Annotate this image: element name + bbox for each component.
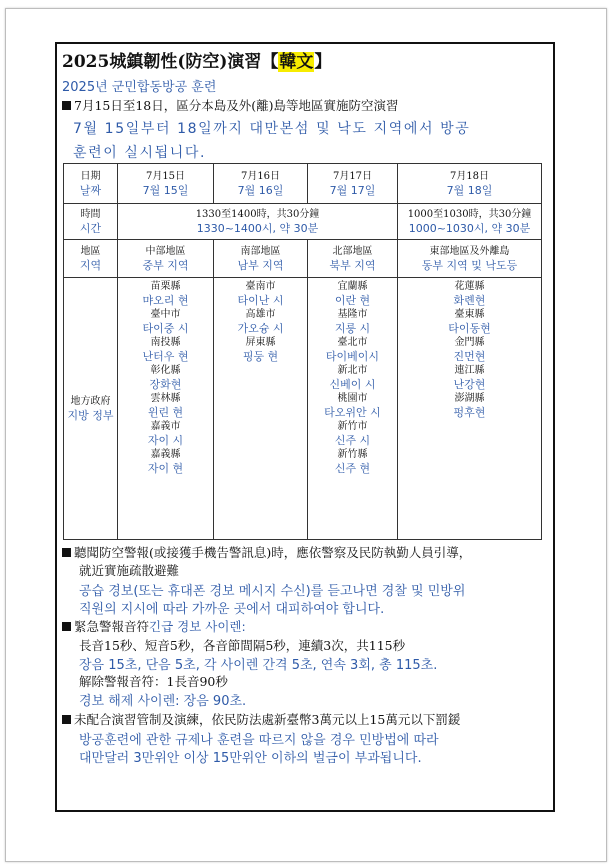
date-kr: 7월 17일 (329, 183, 376, 197)
bullet-3-head (62, 617, 246, 635)
gov-zh: 臺南市 (245, 281, 276, 292)
bullet-1-kr-line1: 7월 15일부터 18일까지 대만본섬 및 낙도 지역에서 방공 (73, 121, 471, 137)
gov-zh: 澎湖縣 (454, 393, 485, 404)
gov-kr: 핑둥 현 (242, 350, 279, 363)
gov-kr: 타이난 시 (237, 294, 284, 307)
region-kr: 중부 지역 (142, 258, 189, 272)
bullet-2-kr-line1: 공습 경보(또는 휴대폰 경보 메시지 수신)를 듣고나면 경찰 및 민방위 (79, 584, 466, 599)
gov-zh: 屏東縣 (245, 337, 276, 348)
gov-zh: 桃園市 (337, 393, 368, 404)
gov-zh: 臺北市 (337, 337, 368, 348)
bullet-2-zh-line2: 就近實施疏散避難 (79, 563, 180, 578)
row-label-local-government (64, 278, 118, 540)
gov-zh: 雲林縣 (150, 393, 181, 404)
label-kr: 날짜 (79, 183, 102, 197)
label-zh: 時間 (80, 208, 101, 220)
gov-zh: 新竹縣 (337, 449, 368, 460)
table-row-local-government (64, 278, 542, 540)
time-kr: 1330~1400시, 약 30분 (196, 221, 319, 235)
date-cell (398, 164, 542, 204)
region-kr: 동부 지역 및 낙도등 (421, 258, 518, 272)
bullet-2-zh-line1: 聽聞防空警報(或接獲手機告警訊息)時，應依警察及民防執勤人員引導， (74, 545, 472, 560)
gov-kr: 윈린 현 (147, 406, 184, 419)
east-government-list (398, 278, 542, 540)
gov-zh: 宜蘭縣 (337, 281, 368, 292)
gov-zh: 臺東縣 (454, 309, 485, 320)
row-label-region (64, 240, 118, 278)
gov-zh: 嘉義市 (150, 421, 181, 432)
time-kr: 1000~1030시, 약 30분 (408, 221, 531, 235)
gov-zh: 新竹市 (337, 421, 368, 432)
gov-kr: 펑후현 (453, 406, 486, 419)
bullet-square-icon (62, 622, 71, 631)
row-label-date (64, 164, 118, 204)
gov-kr: 진먼현 (453, 350, 486, 363)
region-cell (214, 240, 308, 278)
time-zh: 1330至1400時，共30分鐘 (195, 208, 320, 220)
bullet-4-kr-line1: 방공훈련에 관한 규제나 훈련을 따르지 않을 경우 민방법에 따라 (79, 733, 439, 748)
date-kr: 7월 15일 (142, 183, 189, 197)
gov-zh: 金門縣 (454, 337, 485, 348)
gov-kr: 난터우 현 (142, 350, 189, 363)
title-bracket-close: 】 (314, 52, 332, 72)
north-government-list (308, 278, 398, 540)
bullet-4-zh (62, 710, 460, 728)
row-label-time (64, 204, 118, 240)
time-cell-main (118, 204, 398, 240)
title-bracket-open: 【 (261, 52, 279, 72)
table-row-time (64, 204, 542, 240)
table-row-date (64, 164, 542, 204)
bullet-3-kr-head: 긴급 경보 사이렌: (149, 619, 246, 634)
region-cell (118, 240, 214, 278)
gov-kr: 가오슝 시 (237, 322, 284, 335)
date-kr: 7월 18일 (446, 183, 493, 197)
gov-kr: 장화현 (149, 378, 182, 391)
region-zh: 東部地區及外離島 (429, 245, 510, 257)
region-kr: 남부 지역 (237, 258, 284, 272)
drill-schedule-table (63, 163, 542, 540)
gov-zh: 花蓮縣 (454, 281, 485, 292)
gov-zh: 基隆市 (337, 309, 368, 320)
gov-zh: 南投縣 (150, 337, 181, 348)
bullet-1-kr (73, 117, 545, 165)
gov-zh: 高雄市 (245, 309, 276, 320)
date-zh: 7月15日 (145, 170, 186, 182)
gov-kr: 자이 현 (147, 462, 184, 475)
gov-zh: 嘉義縣 (150, 449, 181, 460)
central-government-list (118, 278, 214, 540)
bullet-2-kr-line2: 직원의 지시에 따라 가까운 곳에서 대피하여야 합니다. (79, 602, 385, 617)
gov-zh: 新北市 (337, 365, 368, 376)
label-zh: 地區 (80, 245, 101, 257)
time-zh: 1000至1030時，共30分鐘 (407, 208, 532, 220)
title-zh: 2025城鎮韌性(防空)演習 (62, 52, 262, 72)
gov-kr: 타오위안 시 (324, 406, 381, 419)
region-zh: 南部地區 (240, 245, 281, 257)
bullet-3-kr-line1: 장음 15초, 단음 5초, 각 사이렌 간격 5초, 연속 3회, 총 115초. (79, 658, 438, 673)
bullet-square-icon (62, 101, 71, 110)
gov-kr: 지룽 시 (334, 322, 371, 335)
region-cell (398, 240, 542, 278)
table-row-region (64, 240, 542, 278)
gov-kr: 타이동현 (448, 322, 491, 335)
gov-zh: 彰化縣 (150, 365, 181, 376)
bullet-3-kr-line2: 경보 해제 사이렌: 장음 90초. (79, 694, 247, 709)
date-cell (214, 164, 308, 204)
bullet-1-zh (62, 96, 399, 114)
bullet-1-zh-text: 7月15日至18日，區分本島及外(離)島等地區實施防空演習 (74, 98, 399, 113)
gov-zh: 苗栗縣 (150, 281, 181, 292)
region-zh: 北部地區 (332, 245, 373, 257)
gov-kr: 타이베이시 (325, 350, 380, 363)
label-zh: 日期 (80, 170, 101, 182)
bullet-3-zh-head: 緊急警報音符 (74, 619, 150, 634)
gov-kr: 신주 현 (334, 462, 371, 475)
label-zh: 地方政府 (70, 395, 111, 407)
date-zh: 7月18日 (449, 170, 490, 182)
bullet-3-zh-line2: 解除警報音符：1長音90秒 (79, 674, 228, 689)
label-kr: 지역 (79, 258, 102, 272)
title-language-tag: 韓文 (279, 52, 314, 72)
bullet-4-kr-line2: 대만달러 3만위안 이상 15만위안 이하의 벌금이 부과됩니다. (79, 751, 422, 766)
gov-kr: 신주 시 (334, 434, 371, 447)
bullet-1-kr-line2: 훈련이 실시됩니다. (73, 145, 207, 161)
page-title (62, 47, 331, 72)
gov-kr: 타이중 시 (142, 322, 189, 335)
gov-kr: 화롄현 (453, 294, 486, 307)
gov-kr: 신베이 시 (329, 378, 376, 391)
gov-kr: 이란 현 (334, 294, 371, 307)
gov-zh: 連江縣 (454, 365, 485, 376)
region-cell (308, 240, 398, 278)
south-government-list (214, 278, 308, 540)
bullet-2-zh (62, 543, 471, 561)
gov-zh: 臺中市 (150, 309, 181, 320)
date-kr: 7월 16일 (237, 183, 284, 197)
bullet-3-zh-line1: 長音15秒、短音5秒，各音節間隔5秒，連續3次，共115秒 (79, 638, 406, 653)
subtitle-korean: 2025년 군민합동방공 훈련 (62, 80, 217, 95)
label-kr: 시간 (79, 221, 102, 235)
region-zh: 中部地區 (145, 245, 186, 257)
date-zh: 7月16日 (240, 170, 281, 182)
date-cell (308, 164, 398, 204)
bullet-square-icon (62, 548, 71, 557)
bullet-square-icon (62, 715, 71, 724)
region-kr: 북부 지역 (329, 258, 376, 272)
gov-kr: 자이 시 (147, 434, 184, 447)
date-zh: 7月17日 (332, 170, 373, 182)
date-cell (118, 164, 214, 204)
bullet-4-zh-line1: 未配合演習管制及演練，依民防法處新臺幣3萬元以上15萬元以下罰鍰 (74, 712, 461, 727)
time-cell-east (398, 204, 542, 240)
gov-kr: 난강현 (453, 378, 486, 391)
label-kr: 지방 정부 (67, 408, 114, 422)
gov-kr: 먀오리 현 (142, 294, 189, 307)
